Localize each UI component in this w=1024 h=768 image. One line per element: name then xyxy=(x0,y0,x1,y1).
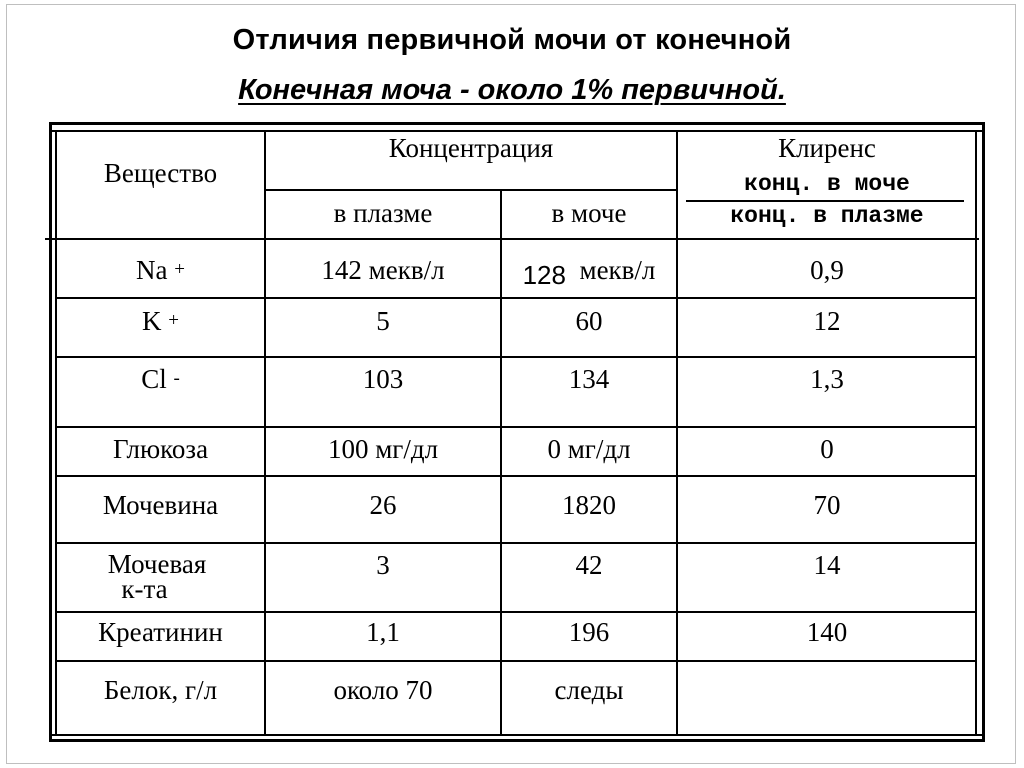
row-plasma-value: 103 xyxy=(362,364,404,394)
table-border xyxy=(49,734,985,736)
header-clearance: Клиренс xyxy=(778,133,876,163)
substance-name: Na xyxy=(136,255,168,285)
row-plasma-value: около 70 xyxy=(333,675,433,705)
row-clearance-value: 0 xyxy=(820,434,834,464)
ion-charge: + xyxy=(168,310,179,331)
row-substance: Креатинин xyxy=(98,617,223,647)
header-clearance-numerator: конц. в моче xyxy=(744,171,910,197)
row-divider xyxy=(55,356,977,358)
row-plasma-value: 100 мг/дл xyxy=(327,434,439,464)
row-divider xyxy=(55,475,977,477)
row-clearance-value: 140 xyxy=(806,617,848,647)
header-substance: Вещество xyxy=(103,158,218,188)
table-border xyxy=(49,122,52,742)
row-plasma-value: 142 мекв/л xyxy=(321,255,445,285)
substance-name: Cl xyxy=(141,364,167,394)
row-clearance-value: 1,3 xyxy=(810,364,844,394)
row-urine-value: 196 xyxy=(568,617,610,647)
row-substance: Глюкоза xyxy=(112,434,209,464)
row-plasma-value: 5 xyxy=(376,306,390,336)
urine-unit: мекв/л xyxy=(579,255,656,285)
row-clearance-value: 14 xyxy=(813,550,841,580)
row-urine-value: 134 xyxy=(568,364,610,394)
header-clearance-denominator: конц. в плазме xyxy=(730,203,924,229)
row-divider xyxy=(55,660,977,662)
table-border xyxy=(49,122,985,125)
row-substance-line1: Мочевая xyxy=(107,549,207,579)
table-border xyxy=(49,739,985,742)
header-divider xyxy=(264,189,676,191)
row-plasma-value: 1,1 xyxy=(366,617,400,647)
row-urine-value: 42 xyxy=(575,550,603,580)
row-plasma-value: 3 xyxy=(376,550,390,580)
header-in-plasma: в плазме xyxy=(333,198,433,228)
row-clearance-value: 70 xyxy=(813,490,841,520)
row-urine-value: 0 мг/дл xyxy=(547,434,631,464)
row-divider xyxy=(55,297,977,299)
slide-title: Отличия первичной мочи от конечной xyxy=(232,24,792,56)
row-divider xyxy=(55,542,977,544)
row-urine-value: 1820 xyxy=(562,490,616,520)
table-border xyxy=(982,122,985,742)
row-urine-value: 60 xyxy=(575,306,603,336)
row-substance xyxy=(57,364,264,395)
row-clearance-value: 12 xyxy=(813,306,841,336)
ion-charge: - xyxy=(173,368,180,389)
row-substance: Белок, г/л xyxy=(103,675,218,705)
row-substance xyxy=(57,306,264,337)
row-divider xyxy=(55,611,977,613)
substance-name: K xyxy=(142,306,162,336)
row-urine-value: следы xyxy=(554,675,624,705)
ion-charge: + xyxy=(174,259,185,280)
row-urine-value xyxy=(502,255,676,290)
header-in-urine: в моче xyxy=(551,198,627,228)
row-substance: Мочевина xyxy=(102,490,219,520)
row-plasma-value: 26 xyxy=(369,490,397,520)
row-substance xyxy=(57,255,264,286)
table-border xyxy=(49,130,985,132)
row-divider xyxy=(55,426,977,428)
fraction-line xyxy=(686,200,964,202)
urine-number: 128 xyxy=(522,260,566,290)
subtitle-text: Конечная моча - около 1% первичной. xyxy=(238,74,786,106)
header-concentration: Концентрация xyxy=(388,133,554,163)
row-substance-line2: к-та xyxy=(121,574,168,604)
row-divider xyxy=(45,238,979,240)
row-clearance-value: 0,9 xyxy=(810,255,844,285)
